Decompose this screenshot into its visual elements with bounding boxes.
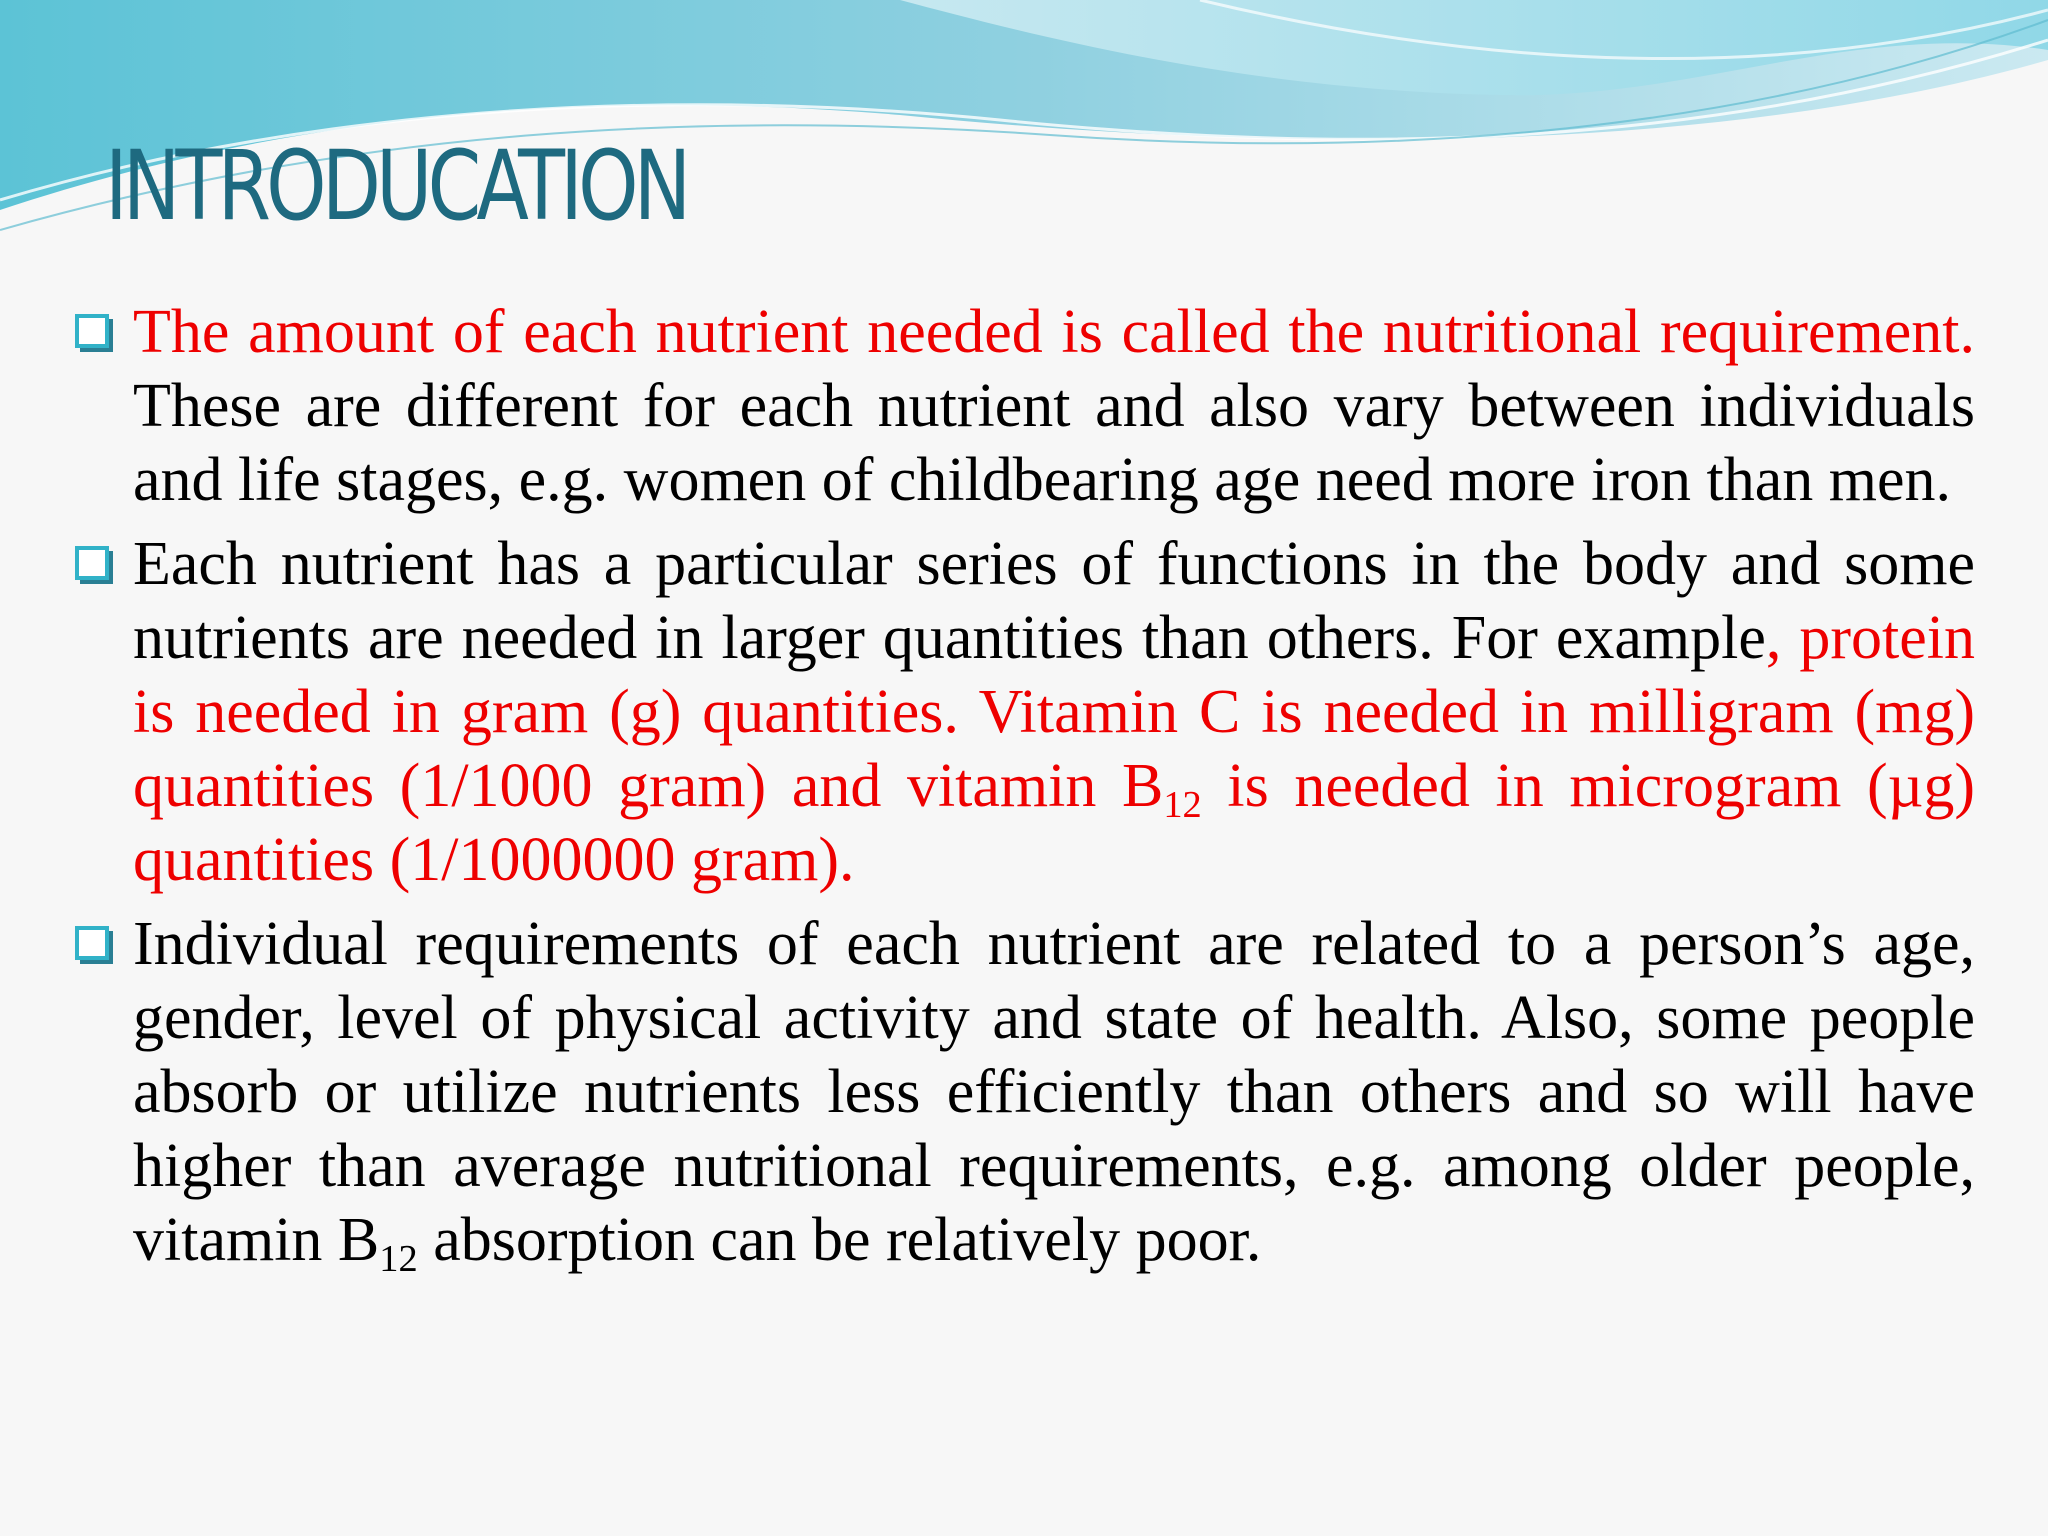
bullet-highlight-text: is needed in microgram (µg) quantities (1/1000000 gram). (133, 752, 1975, 894)
bullet-highlight-text: , protein is needed in gram (g) quantities. Vitamin C is needed in milligram (mg) quantities (1/1000 gram) and vitamin B (133, 604, 1975, 820)
slide-title: INTRODUCATION (105, 130, 687, 242)
hollow-square-bullet-icon (75, 314, 113, 352)
bullet-item (75, 907, 1975, 1280)
subscript: 12 (1163, 783, 1202, 826)
bullet-list (75, 295, 1975, 1287)
bullet-text: Each nutrient has a particular series of functions in the body and some nutrients are needed in larger quantities than others. For example (133, 530, 1975, 672)
hollow-square-bullet-icon (75, 926, 113, 964)
subscript: 12 (379, 1237, 418, 1280)
bullet-text: absorption can be relatively poor. (417, 1206, 1262, 1274)
bullet-highlight-text: The amount of each nutrient needed is called the nutritional requirement. (133, 298, 1975, 366)
bullet-item (75, 295, 1975, 517)
bullet-text: These are different for each nutrient and also vary between individuals and life stages, e.g. women of childbearing age need more iron than men. (133, 372, 1975, 514)
hollow-square-bullet-icon (75, 546, 113, 584)
bullet-text: Individual requirements of each nutrient are related to a person’s age, gender, level of physical activity and state of health. Also, some people absorb or utilize nutrients less efficiently than others and so will have higher than average nutritional requirements, e.g. among older people, vitamin B (133, 910, 1975, 1274)
bullet-item (75, 527, 1975, 897)
